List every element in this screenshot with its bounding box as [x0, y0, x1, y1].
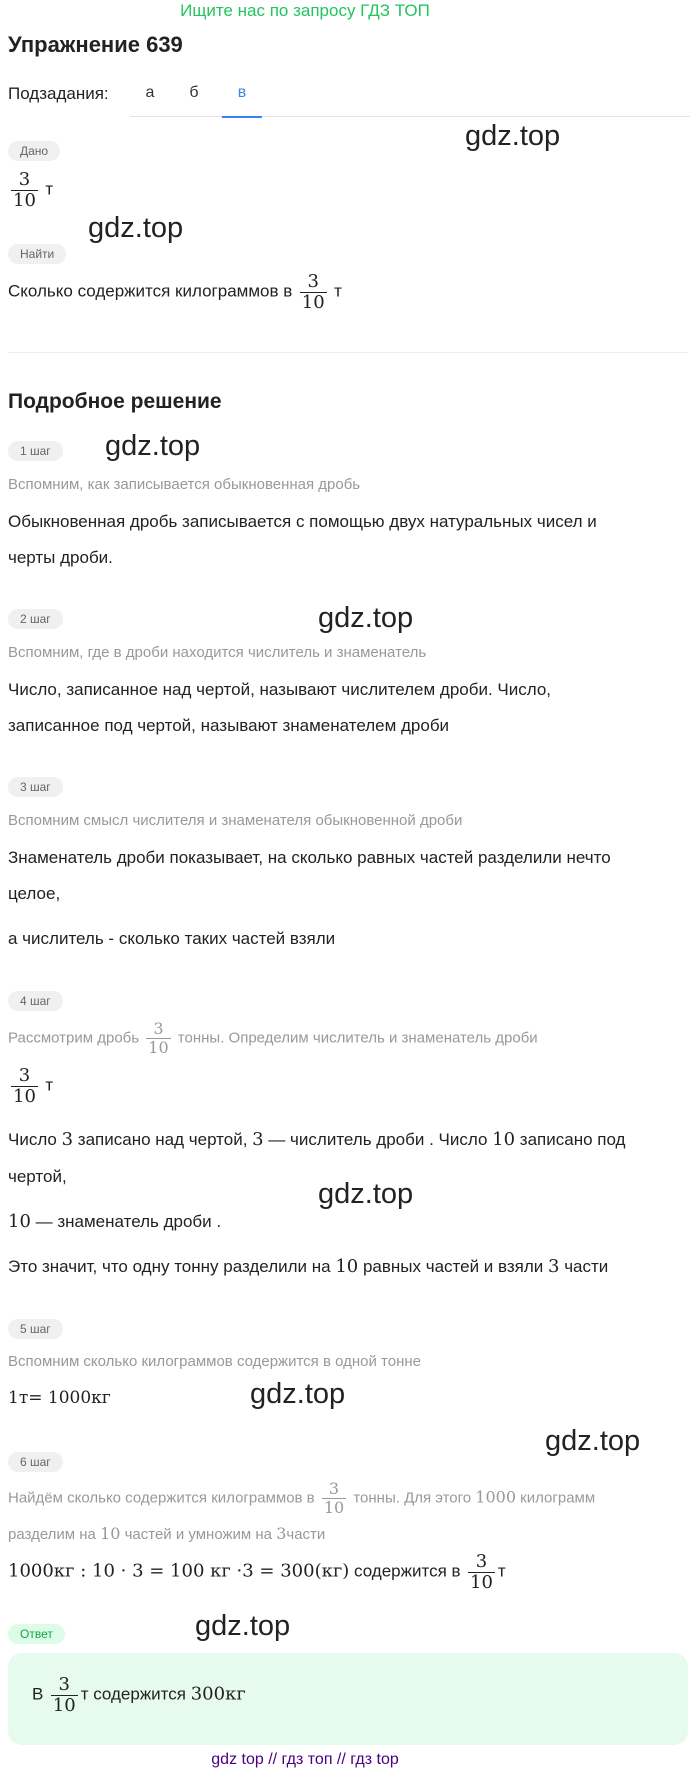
watermark: gdz.top: [465, 120, 561, 152]
watermark: gdz.top: [250, 1378, 346, 1410]
divider: [8, 352, 688, 353]
tab-a[interactable]: а: [145, 84, 155, 101]
watermark: gdz.top: [545, 1425, 641, 1457]
watermark: gdz.top: [88, 212, 184, 244]
tab-v[interactable]: в: [222, 84, 262, 118]
step-2-line: Число, записанное над чертой, называют числителем дроби. Число,: [8, 680, 552, 699]
step-5-pill: 5 шаг: [8, 1319, 63, 1339]
fraction: $\frac{3}{10}$: [13, 169, 36, 211]
step-1-pill: 1 шаг: [8, 441, 63, 461]
find-text: Сколько содержится килограммов в $\frac{3}{10}$ т: [8, 271, 342, 313]
step-4-line: Это значит, что одну тонну разделили на 10 равных частей и взяли 3 части: [8, 1256, 609, 1277]
fraction: $\frac{3}{10}$: [13, 1065, 36, 1107]
step-5-formula: 1т= 1000кг: [8, 1388, 111, 1408]
watermark: gdz.top: [195, 1610, 291, 1642]
step-3-line: а числитель - сколько таких частей взяли: [8, 929, 336, 948]
search-hint-link[interactable]: Ищите нас по запросу ГДЗ ТОП: [180, 1, 430, 20]
answer-box: [8, 1653, 688, 1745]
fraction: $\frac{3}{10}$: [148, 1019, 169, 1057]
step-4-line: Число 3 записано над чертой, 3 — числитель дроби . Число 10 записано под: [8, 1129, 626, 1150]
step-1-note: Вспомним, как записывается обыкновенная дробь: [8, 476, 361, 493]
step-4-fraction: $\frac{3}{10}$ т: [13, 1065, 54, 1107]
step-4-line: чертой,: [8, 1167, 67, 1186]
tab-b[interactable]: б: [189, 84, 199, 101]
watermark: gdz.top: [318, 1178, 414, 1210]
step-2-note: Вспомним, где в дроби находится числитель и знаменатель: [8, 644, 427, 661]
step-6-note: разделим на 10 частей и умножим на 3части: [8, 1524, 326, 1543]
fraction: $\frac{3}{10}$: [470, 1551, 493, 1593]
fraction: $\frac{3}{10}$: [52, 1674, 76, 1716]
solution-title: Подробное решение: [8, 390, 222, 413]
step-3-line: целое,: [8, 884, 61, 903]
fraction: $\frac{3}{10}$: [323, 1479, 345, 1517]
given-value: $\frac{3}{10}$ т: [13, 169, 54, 211]
step-4-line: 10 — знаменатель дроби .: [8, 1211, 222, 1232]
step-4-pill: 4 шаг: [8, 991, 63, 1011]
step-3-note: Вспомним смысл числителя и знаменателя обыкновенной дроби: [8, 812, 463, 829]
subtasks-label: Подзадания:: [8, 84, 109, 103]
find-pill: Найти: [8, 244, 66, 264]
step-6-note: Найдём сколько содержится килограммов в $\frac{3}{10}$ тонны. Для этого 1000 килограмм: [8, 1479, 596, 1517]
given-pill: Дано: [8, 141, 60, 161]
fraction: $\frac{3}{10}$: [301, 271, 325, 313]
page-title: Упражнение 639: [8, 32, 183, 57]
step-5-note: Вспомним сколько килограммов содержится в одной тонне: [8, 1353, 421, 1370]
step-6-formula: 1000кг : 10 · 3 = 100 кг ·3 = 300(кг) содержится в $\frac{3}{10}$ т: [8, 1551, 506, 1593]
step-4-note: Рассмотрим дробь $\frac{3}{10}$ тонны. Определим числитель и знаменатель дроби: [8, 1019, 538, 1057]
answer-text: В $\frac{3}{10}$ т содержится 300кг: [32, 1674, 246, 1716]
watermark: gdz.top: [318, 602, 414, 634]
subtasks-tabs: [130, 78, 690, 117]
step-6-pill: 6 шаг: [8, 1452, 63, 1472]
step-1-line: Обыкновенная дробь записывается с помощью двух натуральных чисел и: [8, 512, 597, 531]
step-1-line: черты дроби.: [8, 548, 113, 567]
answer-pill: Ответ: [8, 1624, 65, 1644]
watermark: gdz.top: [105, 430, 201, 462]
step-2-pill: 2 шаг: [8, 609, 63, 629]
footer-links[interactable]: gdz top // гдз топ // гдз top: [211, 1751, 399, 1768]
step-2-line: записанное под чертой, называют знаменателем дроби: [8, 716, 450, 735]
step-3-pill: 3 шаг: [8, 777, 63, 797]
step-3-line: Знаменатель дроби показывает, на сколько равных частей разделили нечто: [8, 848, 611, 867]
